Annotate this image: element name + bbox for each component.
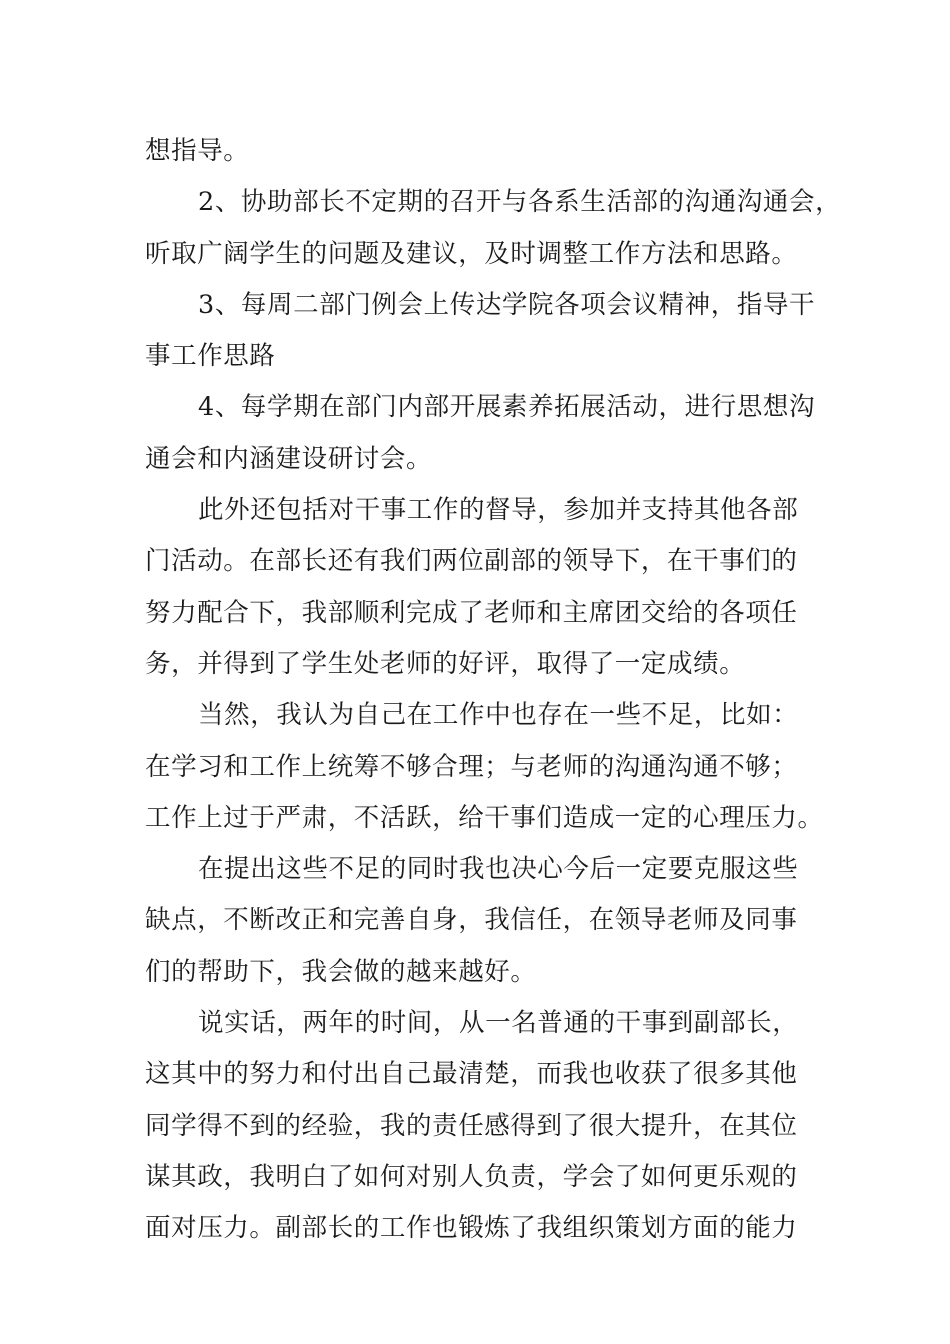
- text-line: 说实话，两年的时间，从一名普通的干事到副部长，: [198, 1008, 799, 1039]
- text-line: 想指导。: [145, 136, 250, 166]
- text-line: 2、协助部长不定期的召开与各系生活部的沟通沟通会，: [198, 187, 842, 218]
- text-line: 事工作思路: [145, 341, 276, 372]
- document-body: [145, 126, 842, 1255]
- text-line: 4、每学期在部门内部开展素养拓展活动，进行思想沟: [198, 392, 816, 423]
- text-line: 当然，我认为自己在工作中也存在一些不足，比如：: [198, 700, 799, 731]
- text-line: 听取广阔学生的问题及建议，及时调整工作方法和思路。: [145, 238, 798, 269]
- text-line: 在提出这些不足的同时我也决心今后一定要克服这些: [198, 854, 799, 885]
- text-line: 这其中的努力和付出自己最清楚，而我也收获了很多其他: [145, 1059, 798, 1090]
- text-line: 面对压力。副部长的工作也锻炼了我组织策划方面的能力: [145, 1213, 798, 1244]
- text-line: 缺点，不断改正和完善自身，我信任，在领导老师及同事: [145, 905, 798, 936]
- text-line: 务，并得到了学生处老师的好评，取得了一定成绩。: [145, 648, 746, 679]
- text-line: 谋其政，我明白了如何对别人负责，学会了如何更乐观的: [145, 1161, 798, 1192]
- text-line: 此外还包括对干事工作的督导，参加并支持其他各部: [198, 495, 799, 526]
- text-line: 工作上过于严肃，不活跃，给干事们造成一定的心理压力。: [145, 802, 824, 833]
- text-line: 通会和内涵建设研讨会。: [145, 443, 433, 474]
- text-line: 门活动。在部长还有我们两位副部的领导下，在干事们的: [145, 546, 798, 577]
- text-line: 3、每周二部门例会上传达学院各项会议精神，指导干: [198, 289, 816, 320]
- text-line: 在学习和工作上统筹不够合理；与老师的沟通沟通不够；: [145, 751, 798, 782]
- text-line: 们的帮助下，我会做的越来越好。: [145, 956, 537, 987]
- text-line: 同学得不到的经验，我的责任感得到了很大提升，在其位: [145, 1110, 798, 1141]
- text-line: 努力配合下，我部顺利完成了老师和主席团交给的各项任: [145, 597, 798, 628]
